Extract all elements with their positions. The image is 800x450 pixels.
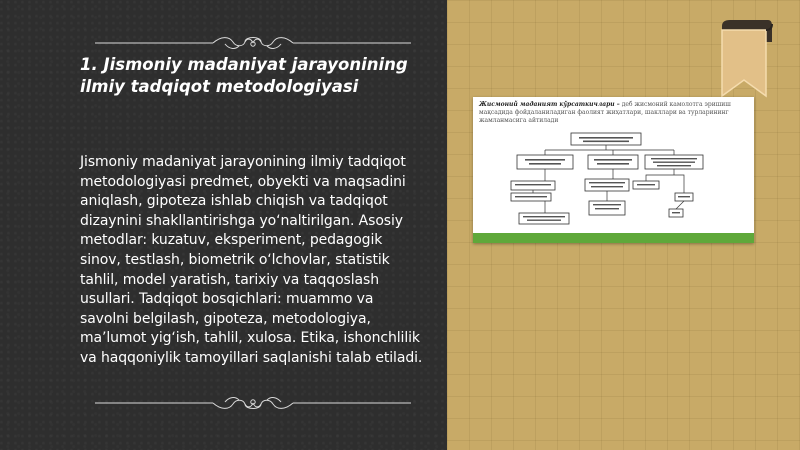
diagram-box-root [571, 133, 641, 145]
figure-diagram [473, 97, 754, 243]
diagram-box-b1 [585, 179, 629, 191]
slide-title: 1. Jismoniy madaniyat jarayonining ilmiy tadqiqot metodologiyasi [80, 55, 408, 96]
figure-caption-bold: Жисмоний маданият кўрсаткичлари – [479, 101, 620, 108]
diagram-box-a1 [511, 181, 555, 190]
bookmark-ribbon-icon [718, 20, 774, 100]
diagram-figure [473, 97, 754, 243]
top-ornament-icon [95, 34, 411, 52]
figure-green-bar [473, 233, 754, 243]
bottom-ornament-icon [95, 394, 411, 412]
diagram-box-b [588, 155, 638, 169]
diagram-box-a3 [519, 213, 569, 224]
slide-body-text: Jismoniy madaniyat jarayonining ilmiy tadqiqot metodologiyasi predmet, obyekti va maqsadini aniqlash, gipoteza ishlab chiqish va tadqiqot dizaynini shakllantirishga yo‘naltirilgan. Asosiy metodlar: kuzatuv, eksperiment, pedagogik sinov, testlash, biometrik o‘lchovlar, statistik tahlil, model yaratish, tarixiy va taqqoslash usullari. Tadqiqot bosqichlari: muammo va savolni belgilash, gipoteza, metodologiya, ma’lumot yig‘ish, tahlil, xulosa. Etika, ishonchlilik va haqqoniylik tamoyillari saqlanishi talab etiladi. [80, 154, 423, 366]
diagram-box-a [517, 155, 573, 169]
figure-caption-text: деб жисмоний камолотга эришиш мақсадида фойдаланиладиган фаолият жиҳатлари, шакллари ва турларининг жамланмасига айтилади [479, 101, 731, 124]
